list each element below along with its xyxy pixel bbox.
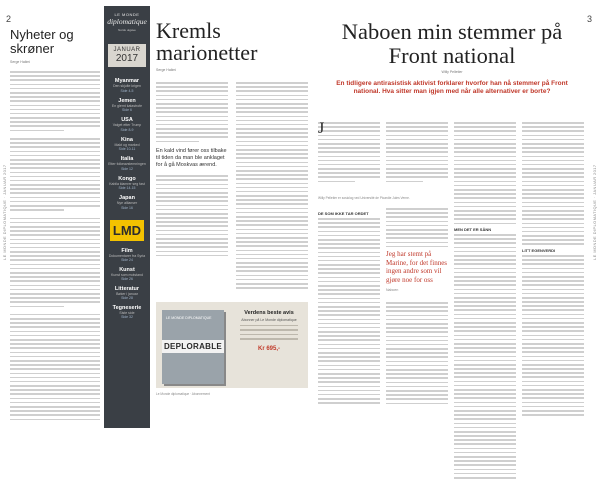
kremls-pull-quote: En kald vind fører oss tilbake til tiden da man ble anklaget for å gå Moskvas ærend. [156,148,227,169]
table-of-contents-2 [104,241,150,319]
kremls-body [156,82,308,262]
masthead [104,6,150,32]
kremls-col-a [156,82,228,259]
toc-item[interactable]: USA Valget etter Trump Side 8-9 [112,117,142,132]
masthead-name: diplomatique [107,17,147,26]
naboen-title: Naboen min stemmer på Front national [341,19,563,68]
kremls-byline: Serge Halimi [156,68,177,72]
toc-item[interactable]: Italia Etter folkeavstemningen Side 12 [108,156,146,171]
toc-item[interactable]: Japan Nye allianser Side 16 [116,195,138,210]
section-head-3: LITT EGENVERDI [522,248,556,254]
contents-sidebar [104,6,150,428]
toc-item[interactable]: Film Dokumentarer fra Syria Side 24 [108,247,146,262]
naboen-col-2c [386,302,448,407]
toc-item[interactable]: Kina Makt og marked Side 10-11 [114,136,140,151]
table-of-contents [104,67,150,210]
kremls-title: Kremls marionetter [156,18,258,65]
ad-sub: Abonner på Le Monde diplomatique [241,318,297,322]
cover-top-text: LE MONDE DIPLOMATIQUE [166,316,212,320]
side-meta-right: LE MONDE DIPLOMATIQUE · JANUAR 2017 [592,164,597,260]
toc-item[interactable]: Litteratur Bøker i januar Side 28 [114,285,140,300]
issue-year: 2017 [115,53,139,64]
naboen-body [318,122,586,420]
masthead-sub: Norsk utgave [118,28,136,32]
article-naboen [318,20,586,420]
book-cover [162,310,224,384]
naboen-col-3 [454,122,516,481]
cover-title: DEPLORABLE [163,342,223,351]
nyheter-byline: Serge Halimi [10,60,31,64]
toc-item[interactable]: Kongo Kabila klamrer seg fast Side 14-15 [109,175,145,190]
naboen-lead: En tidligere antirasistisk aktivist forklarer hvorfor han nå stemmer på Front national. Hva sitter man igjen med når alle alternativer er borte? [336,80,568,95]
section-head-1: DE SOM IKKE TAR ORDET [318,211,369,216]
quote-attrib: Naboen [386,288,399,292]
naboen-col-1b [318,208,380,406]
ad-copy [236,310,302,352]
toc-item[interactable]: Myanmar Den skjulte krigen Side 4-5 [113,78,141,93]
drop-cap: J [318,120,325,137]
toc-item[interactable]: Jemen En glemt katastrofe Side 6 [111,97,143,112]
side-meta-left: LE MONDE DIPLOMATIQUE · JANUAR 2017 [2,164,7,260]
naboen-col-2 [386,122,448,185]
naboen-byline: Willy Pelletier [441,70,463,74]
ad-heading: Verdens beste avis [244,310,294,316]
lmd-logo: LMD [110,220,144,241]
masthead-le: LE MONDE [114,12,140,17]
ad-price: Kr 695,- [257,345,280,352]
column-nyheter [10,28,100,420]
issue-box [108,44,146,67]
quote-text: Jeg har stemt på Marine, for det finnes ingen andre som vil gjøre noe for oss [386,250,448,284]
subscription-ad[interactable] [156,302,308,388]
naboen-quote [386,250,448,295]
kremls-col-b [236,82,308,291]
article-kremls [156,20,308,420]
issue-month: JANUAR [113,47,141,53]
page-number-right: 3 [587,14,593,24]
naboen-col-2b [386,208,448,250]
nyheter-title: Nyheter og skrøner [10,28,74,56]
toc-item[interactable]: Tegneserie Siste side Side 32 [112,304,142,319]
naboen-col-1 [318,122,380,185]
section-head-2: MEN DET ER SÅNN [454,227,492,233]
naboen-col-4 [522,122,584,418]
ad-caption: Le Monde diplomatique · Abonnement [156,392,210,396]
page-number-left: 2 [6,14,12,24]
nyheter-body [10,71,100,420]
author-note: Willy Pelletier er sosiolog ved Université de Picardie Jules Verne. [318,196,410,200]
toc-item[interactable]: Kunst Kunst som motstand Side 26 [111,266,143,281]
